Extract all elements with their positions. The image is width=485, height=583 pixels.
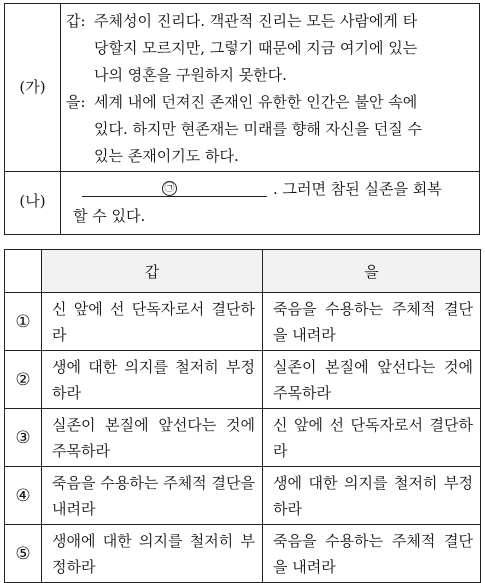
choice-row-4[interactable]	[5, 467, 481, 525]
answer-choices-table	[4, 249, 481, 583]
column-divider	[60, 172, 61, 234]
choice-number[interactable]: ⑤	[5, 525, 42, 583]
choice-eul-text: 죽음을 수용하는 주체적 결단을 내려라	[263, 525, 481, 583]
passage-row-na	[5, 172, 479, 234]
choice-ga-text: 죽음을 수용하는 주체적 결단을 내려라	[42, 467, 263, 525]
choice-row-1[interactable]	[5, 293, 481, 351]
speaker-eul: 을:	[66, 93, 86, 111]
choice-eul-text: 실존이 본질에 앞선다는 것에 주목하라	[263, 351, 481, 409]
choice-number[interactable]: ③	[5, 409, 42, 467]
row-label-na: (나)	[19, 192, 46, 210]
choice-row-2[interactable]	[5, 351, 481, 409]
choice-row-5[interactable]	[5, 525, 481, 583]
choice-row-3[interactable]	[5, 409, 481, 467]
choice-eul-text: 죽음을 수용하는 주체적 결단을 내려라	[263, 293, 481, 351]
choice-ga-text: 생애에 대한 의지를 철저히 부정하라	[42, 525, 263, 583]
speech-line: 있다. 하지만 현존재는 미래를 향해 자신을 던질 수	[94, 120, 422, 138]
speech-line: 당할지 모르지만, 그렇기 때문에 지금 여기에 있는	[94, 39, 418, 57]
choice-eul-text: 신 앞에 선 단독자로서 결단하라	[263, 409, 481, 467]
passage-box	[4, 3, 480, 235]
choice-ga-text: 생에 대한 의지를 철저히 부정하라	[42, 351, 263, 409]
choice-ga-text: 실존이 본질에 앞선다는 것에 주목하라	[42, 409, 263, 467]
speech-line: 세계 내에 던져진 존재인 유한한 인간은 불안 속에	[94, 93, 418, 111]
choice-ga-text: 신 앞에 선 단독자로서 결단하라	[42, 293, 263, 351]
speech-line: 주체성이 진리다. 객관적 진리는 모든 사람에게 타	[94, 12, 418, 30]
blank-marker: ㉠	[162, 181, 177, 196]
speech-ga	[94, 8, 476, 89]
choice-number[interactable]: ④	[5, 467, 42, 525]
na-text-line1: . 그러면 참된 실존을 회복	[273, 180, 442, 198]
choice-number[interactable]: ①	[5, 293, 42, 351]
header-ga: 갑	[42, 250, 263, 293]
speech-eul	[94, 89, 476, 170]
speech-line: 있는 존재이기도 하다.	[94, 147, 239, 165]
header-blank	[5, 250, 42, 293]
choice-number[interactable]: ②	[5, 351, 42, 409]
row-label-ga: (가)	[19, 78, 46, 96]
speech-line: 나의 영혼을 구원하지 못한다.	[94, 66, 287, 84]
passage-row-ga	[5, 4, 479, 172]
choice-eul-text: 생에 대한 의지를 철저히 부정하라	[263, 467, 481, 525]
na-text-line2: 할 수 있다.	[73, 207, 146, 225]
blank-underline	[82, 196, 267, 197]
column-divider	[60, 4, 61, 171]
speaker-ga: 갑:	[66, 12, 86, 30]
header-eul: 을	[263, 250, 481, 293]
table-header-row	[5, 250, 481, 293]
